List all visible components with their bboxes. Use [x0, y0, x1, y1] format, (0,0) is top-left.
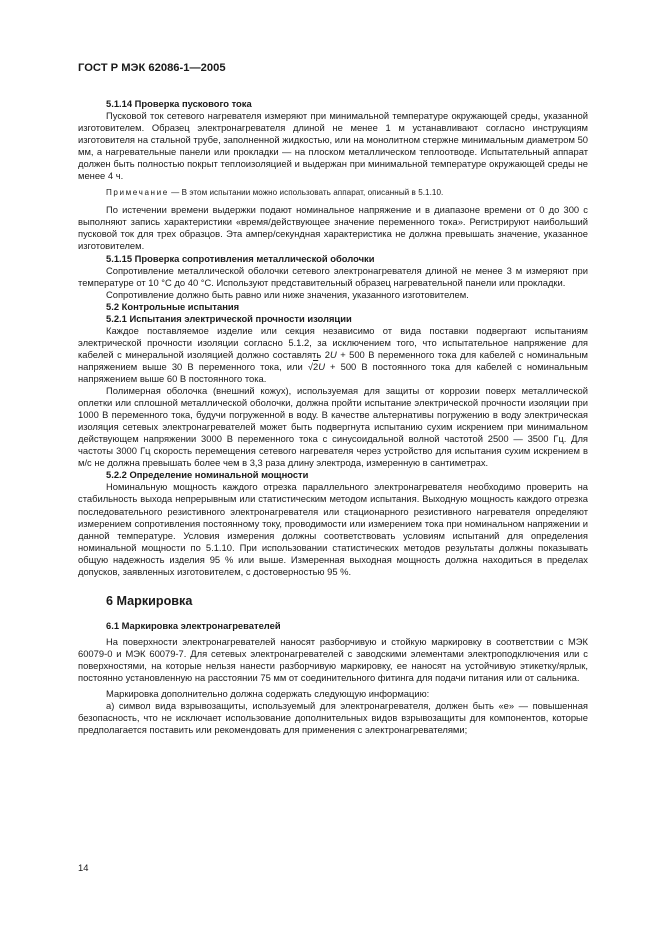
section-5-2-1-paragraph-2: Полимерная оболочка (внешний кожух), используемая для защиты от коррозии поверх металлической оплетки или сплошной металлической оболочки, должна пройти испытание электрической прочности изоляции при 1000 В переменного тока, будучи погруженной в воду. В качестве альтернативы погружению в воду электрическая изоляция сетевых электронагревателей может быть подвергнута испытанию сухим искрением при минимальном действующем напряжении 3000 В переменного тока с синусоидальной волной частотой 2500 — 3500 Гц. Для частоты 3000 Гц скорость перемещения сетевого нагревателя через устройство для испытания сухим искрением в м/с не должна превышать более чем в 3,3 раза длину электрода, измеренную в сантиметрах. — [78, 385, 588, 469]
document-page — [78, 62, 588, 736]
section-5-2-1-paragraph-1 — [78, 325, 588, 385]
sqrt-argument: 2 — [312, 360, 319, 372]
section-6-1-paragraph-2: Маркировка дополнительно должна содержать следующую информацию: — [106, 688, 430, 700]
section-5-1-15-heading: 5.1.15 Проверка сопротивления металлической оболочки — [106, 252, 375, 264]
section-5-2-1-heading: 5.2.1 Испытания электрической прочности изоляции — [106, 312, 352, 324]
document-header: ГОСТ Р МЭК 62086-1—2005 — [78, 62, 226, 74]
section-6-heading: 6 Маркировка — [106, 593, 193, 608]
section-5-1-14-paragraph-1: Пусковой ток сетевого нагревателя измеряют при минимальной температуре окружающей среды, указанной изготовителем. Образец электронагревателя длиной не менее 1 м устанавливают согласно инструкциям изготовителя на стальной трубе, заполненной жидкостью, или на монолитном стержне минимальным диаметром 50 мм, а нагревательные панели или прокладки — на плоском металлическом теплоотводе. Испытательный аппарат должен быть полностью покрыт теплоизоляцией и выдержан при минимальной температуре окружающей среды не менее 4 ч. — [78, 110, 588, 182]
note-label: Примечание — [106, 188, 169, 198]
variable-u: U — [329, 348, 337, 360]
note-text: — В этом испытании можно использовать аппарат, описанный в 5.1.10. — [168, 188, 444, 198]
sqrt-sign: √ — [307, 360, 313, 372]
note — [106, 187, 588, 198]
text-segment: + 500 В постоянного тока для кабелей с номинальным напряжением выше 60 В постоянного тока. — [78, 360, 588, 384]
section-6-1-paragraph-1: На поверхности электронагревателей наносят разборчивую и стойкую маркировку в соответствии с МЭК 60079-0 и МЭК 60079-7. Для сетевых электронагревателей с заводскими элементами электроподключения или с поверхностями, на которые нельзя нанести разборчивую маркировку, ее наносят на устойчивую этикетку/ярлык, постоянно установленную на расстоянии 75 мм от соединительного фитинга для подачи питания или от сальника. — [78, 635, 588, 683]
section-6-1-heading: 6.1 Маркировка электронагревателей — [106, 619, 281, 631]
section-5-1-14-paragraph-2: По истечении времени выдержки подают номинальное напряжение и в диапазоне времени от 0 до 300 с выполняют запись характеристики «время/действующее значение переменного тока». Регистрируют наибольший пусковой ток для трех образцов. Эта ампер/секундная характеристика не должна превышать значение, указанное изготовителем. — [78, 204, 588, 252]
text-segment: Каждое поставляемое изделие или секция независимо от вида поставки подвергают испытаниям электрической прочности изоляции согласно 5.1.2, за исключением того, что испытательное напряжение для кабелей с минеральной изоляцией должно составлять 2 — [78, 324, 588, 360]
section-6-1-paragraph-3: а) символ вида взрывозащиты, используемый для электронагревателя, должен быть «е» — повышенная безопасность, что не исключает использование дополнительных видов взрывозащиты для компонентов, которые предполагается поставить или рекомендовать для применения с электронагревателями; — [78, 700, 588, 736]
page-number: 14 — [78, 862, 89, 873]
section-5-2-heading: 5.2 Контрольные испытания — [106, 300, 240, 312]
section-5-1-15-paragraph-2: Сопротивление должно быть равно или ниже значения, указанного изготовителем. — [106, 288, 469, 300]
section-5-1-14-heading: 5.1.14 Проверка пускового тока — [106, 98, 252, 109]
section-5-1-15-paragraph-1: Сопротивление металлической оболочки сетевого электронагревателя длиной не менее 3 м измеряют при температуре от 10 °С до 40 °С. Используют представительный образец нагревательной панели или прокладки. — [78, 264, 588, 288]
variable-u: U — [318, 360, 325, 372]
section-5-2-2-paragraph: Номинальную мощность каждого отрезка параллельного электронагревателя необходимо проверить на стабильность выхода непрерывным или статистическим методом испытания. Выходную мощность каждого отрезка последовательного резистивного электронагревателя или стационарного резистивного нагревателя определяют измерением сопротивления постоянному току, проводимости или измерением тока при номинальном напряжении и данной температуре. Условия измерения должны соответствовать условиям испытаний для определения номинальной мощности по 5.1.10. При использовании статистических методов результаты должны показывать общую надежность изделия 95 % или выше. Измеренная выходная мощность должна находиться в пределах допусков, заявленных изготовителем, с достоверностью 95 %. — [78, 481, 588, 577]
text-segment: + 500 В переменного тока для кабелей с номинальным напряжением выше 30 В переменного тока, или — [78, 348, 588, 372]
section-5-2-2-heading: 5.2.2 Определение номинальной мощности — [106, 469, 309, 481]
